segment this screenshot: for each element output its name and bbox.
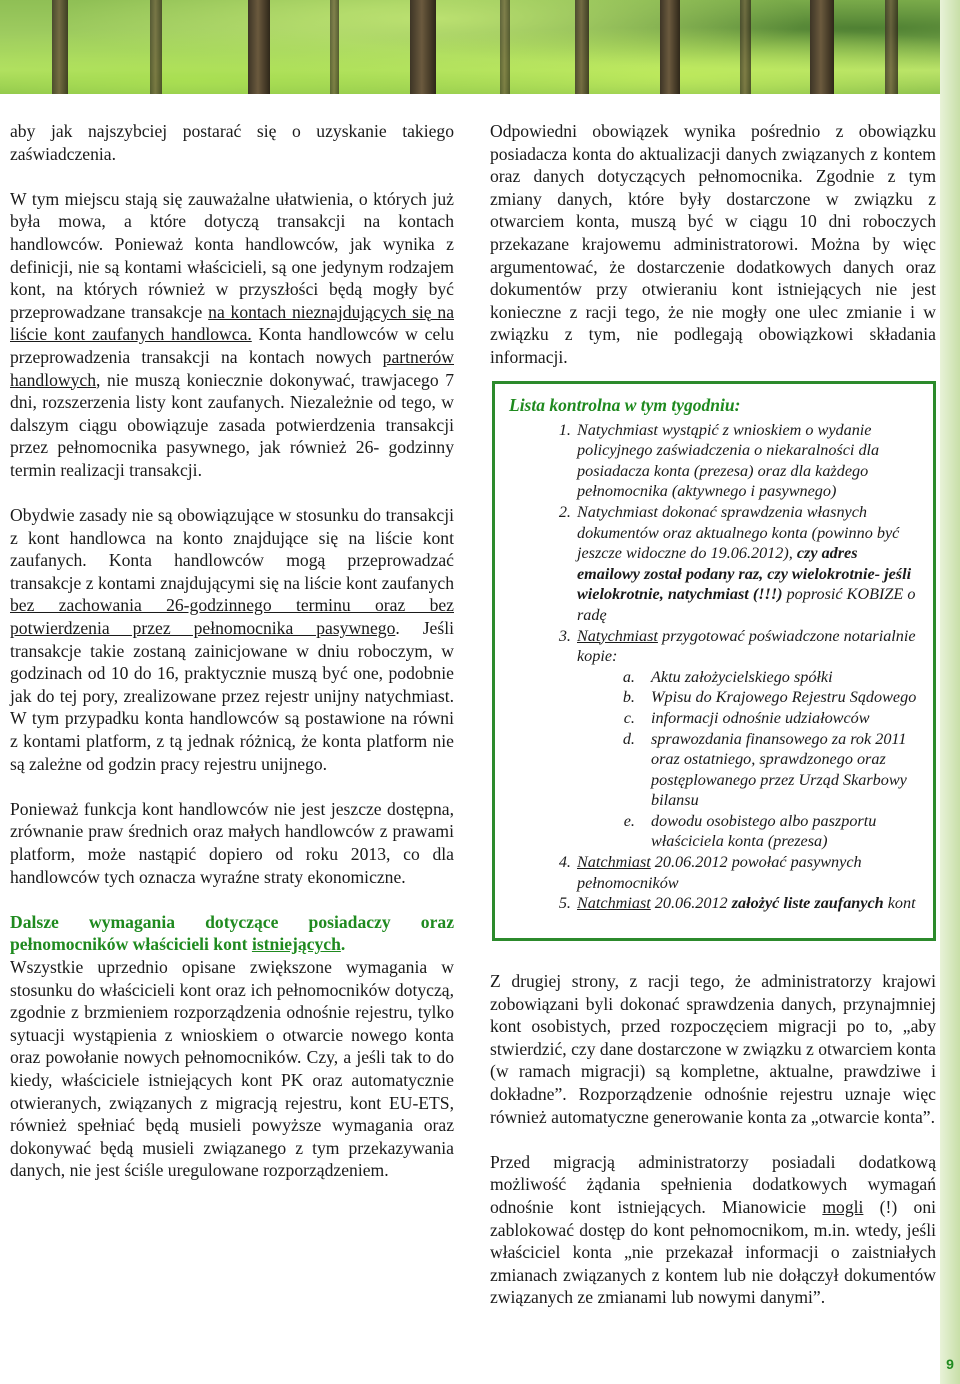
checklist-item: 1. Natychmiast wystąpić z wnioskiem o wydanie policyjnego zaświadczenia o niekaralności dla posiadacza konta (prezesa) oraz dla każdego pełnomocnika (aktywnego i pasywnego) xyxy=(575,420,921,502)
left-column xyxy=(10,120,454,1205)
checklist-item: 3. Natychmiast przygotować poświadczone notarialnie kopie: a. Aktu założycielskiego spółki b. Wpisu do Krajowego Rejestru Sądowego c. informacji odnośnie udziałowców d. sprawozdania finansowego za rok 2011 oraz ostatniego, sprawdzonego oraz postęplowanego przez Urząd Skarbowy bilansu e. dowodu osobistego albo paszportu właściciela konta (prezesa) xyxy=(575,626,921,853)
section-heading: Dalsze wymagania dotyczące posiadaczy oraz pełnomocników właścicieli kont istniejących. xyxy=(10,911,454,955)
underlined-text: na kontach nieznajdujących się na liście kont zaufanych handlowca. xyxy=(10,301,455,345)
paragraph: Ponieważ funkcja kont handlowców nie jest jeszcze dostępna, zrównanie praw średnich oraz małych handlowców z prawami platform, może nastąpić dopiero od roku 2013, co dla handlowców tych oznacza wyraźne straty ekonomiczne. xyxy=(10,798,454,887)
checklist-subitem: e. dowodu osobistego albo paszportu właściciela konta (prezesa) xyxy=(639,811,921,852)
paragraph: Z drugiej strony, z racji tego, że administratorzy krajowi zobowiązani byli dokonać sprawdzenia danych, przynajmniej kont osobistych, przed rozpoczęciem migracji po to, „aby stwierdzić, czy dane dostarczone w związku z otwarciem konta (w ramach migracji) są kompletne, aktualne, prawdziwe i dokładne”. Rozporządzenie odnośnie rejestru uznaje więc również automatyczne generowanie konta za „otwarcie konta”. xyxy=(490,971,936,1127)
underlined-text: partnerów handlowych xyxy=(10,346,454,390)
underlined-text: mogli xyxy=(822,1196,864,1217)
page-number: 9 xyxy=(946,1356,954,1372)
paragraph: Obydwie zasady nie są obowiązujące w stosunku do transakcji z kont handlowca na konto znajdujące się na liście kont zaufanych. Konta handlowców mogą przeprowadzać transakcje z kontami znajdującymi się na liście kont zaufanych bez zachowania 26-godzinnego terminu oraz bez potwierdzenia przez pełnomocnika pasywnego. Jeśli transakcje takie zostaną zainicjowane w dniu roboczym, w godzinach od 10 do 16, praktycznie muszą być one, podobnie jak do tej pory, zrealizowane przez rejestr unijny natychmiast. W tym przypadku konta handlowców są postawione na równi z kontami platform, z tą jednak różnicą, że konta platform nie są zależne od godzin pracy rejestru unijnego. xyxy=(10,505,454,774)
right-margin-strip xyxy=(940,0,960,1384)
checklist-subitem: c. informacji odnośnie udziałowców xyxy=(639,708,921,729)
checklist-item: 5. Natchmiast 20.06.2012 założyć liste zaufanych kont xyxy=(575,893,921,914)
checklist-item: 4. Natchmiast 20.06.2012 powołać pasywnych pełnomocników xyxy=(575,852,921,893)
paragraph: Wszystkie uprzednio opisane zwiększone wymagania w stosunku do właścicieli kont oraz ich pełnomocników dotyczą, zgodnie z brzmieniem rozporządzenia odnośnie rejestru, tylko sytuacji wystąpienia z wnioskiem o otwarcie nowego konta oraz powołanie nowych pełnomocników. Czy, a jeśli tak to do kiedy, właściciele istniejących kont PK oraz automatycznie otwieranych, związanych z migracją rejestru, kont EU-ETS, również spełniać będą musieli powyższe wymagania oraz dokonywać będą musieli związanego z tym przekazywania danych, nie jest ściśle uregulowane rozporządzeniem. xyxy=(10,956,454,1181)
paragraph: Odpowiedni obowiązek wynika pośrednio z obowiązku posiadacza konta do aktualizacji danych związanych z kontem oraz danych dotyczących pełnomocnika. Zgodnie z tym zmiany danych, które były dostarczone w związku z otwarciem konta, muszą być w ciągu 10 dni roboczych przekazane krajowemu administratorowi. Można by więc argumentować, że dostarczenie dodatkowych danych oraz dokumentów przy otwieraniu kont istniejących nie jest konieczne z racji tego, że nie mogły one ulec zmianie i w związku z tym, nie podlegają obowiązkowi składania informacji. xyxy=(490,121,936,367)
checklist-subitem: b. Wpisu do Krajowego Rejestru Sądowego xyxy=(639,687,921,708)
right-column-top xyxy=(490,120,936,391)
checklist-list xyxy=(509,420,921,914)
checklist-subitem: a. Aktu założycielskiego spółki xyxy=(639,667,921,688)
checklist-title: Lista kontrolna w tym tygodniu: xyxy=(509,395,741,415)
paragraph: Przed migracją administratorzy posiadali dodatkową możliwość żądania spełnienia dodatkowych wymagań odnośnie kont istniejących. Mianowicie mogli (!) oni zablokować dostęp do kont pełnomocnikom, m.in. wtedy, jeśli właściciel konta „nie przekazał informacji o zaistniałych zmianach związanych z kontem lub nie dołączył dokumentów związanych ze zmianami lub nowymi danymi”. xyxy=(490,1151,937,1308)
underlined-text: bez zachowania 26-godzinnego terminu oraz bez potwierdzenia przez pełnomocnika pasywnego xyxy=(10,595,454,639)
checklist-sublist xyxy=(577,667,921,852)
checklist-subitem: d. sprawozdania finansowego za rok 2011 oraz ostatniego, sprawdzonego oraz postęplowanego przez Urząd Skarbowy bilansu xyxy=(639,729,921,811)
checklist-item: 2. Natychmiast dokonać sprawdzenia własnych dokumentów oraz aktualnego konta (powinno być jeszcze widoczne do 19.06.2012), czy adres emailowy został podany raz, czy wielokrotnie- jeśli wielokrotnie, natychmiast (!!!) poprosić KOBIZE o radę xyxy=(575,502,921,626)
right-column-bottom xyxy=(490,970,936,1332)
paragraph: W tym miejscu stają się zauważalne ułatwienia, o których już była mowa, a które dotyczą transakcji na kontach handlowców. Ponieważ konta handlowców, jak wynika z definicji, nie są kontami właścicieli, są one jedynym rodzajem kont, na których również w przyszłości będą mogły być przeprowadzane transakcje na kontach nieznajdujących się na liście kont zaufanych handlowca. Konta handlowców w celu przeprowadzenia transakcji na kontach nowych partnerów handlowych, nie muszą koniecznie dokonywać, trawjacego 7 dni, rozszerzenia listy kont zaufanych. Niezależnie od tego, w dalszym ciągu obowiązuje zasada potwierdzenia transakcji przez pełnomocnika pasywnego, jak również 26- godzinny termin realizacji transakcji. xyxy=(10,188,455,480)
forest-banner-image xyxy=(0,0,960,94)
paragraph: aby jak najszybciej postarać się o uzyskanie takiego zaświadczenia. xyxy=(10,121,454,164)
checklist-box xyxy=(492,381,936,941)
